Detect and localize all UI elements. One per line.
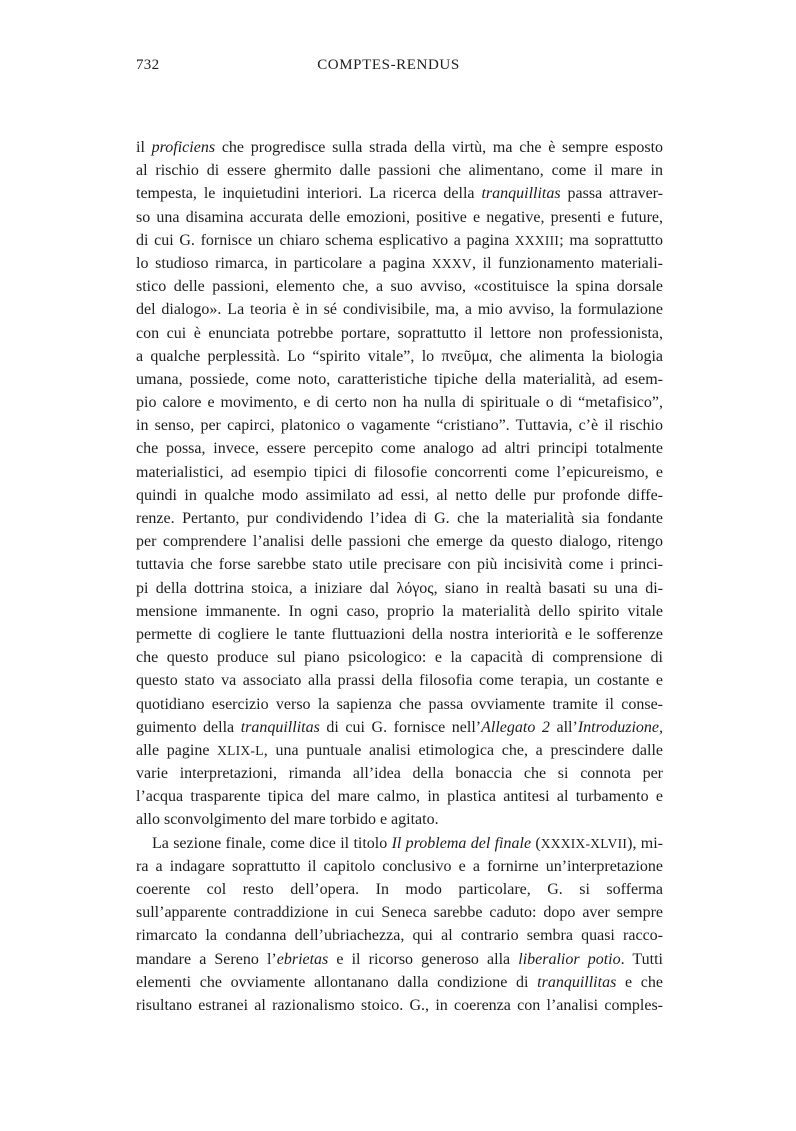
text-run: stico delle passioni, elemento che, a suo avviso, «costituisce la spina dorsale <box>136 278 663 296</box>
text-run: mensione immanente. In ogni caso, proprio la materialità dello spirito vitale <box>136 602 663 620</box>
italic-text: Allegato 2 <box>481 718 550 736</box>
page-number: 732 <box>136 57 160 73</box>
header-title: COMPTES-RENDUS <box>317 57 460 73</box>
italic-text: liberalior potio <box>518 950 621 968</box>
text-line <box>136 785 663 808</box>
text-run: ra a indagare soprattutto il capitolo conclusivo e a fornirne un’interpretazione <box>136 857 663 875</box>
text-line <box>136 553 663 576</box>
text-run: in senso, per capirci, platonico o vagamente “cristiano”. Tuttavia, c’è il rischio <box>136 417 663 435</box>
text-run: al rischio di essere ghermito dalle passioni che alimentano, come il mare in <box>136 162 663 180</box>
text-run: che possa, invece, essere percepito come analogo ad altri principi totalmente <box>136 440 663 458</box>
text-line <box>136 345 663 368</box>
text-run: pi della dottrina stoica, a iniziare dal λόγος, siano in realtà basati su una di- <box>136 579 663 597</box>
text-run: La sezione finale, come dice il titolo <box>152 834 392 852</box>
smallcaps-text: XLIX-L <box>217 742 264 758</box>
text-run: , il funzionamento materiali- <box>471 254 663 272</box>
text-line <box>136 206 663 229</box>
text-line <box>136 275 663 298</box>
text-line <box>136 994 663 1017</box>
text-run: alle pagine <box>136 741 218 759</box>
text-run: all’ <box>549 718 578 736</box>
text-line <box>136 322 663 345</box>
text-line <box>136 414 663 437</box>
italic-text: tranquillitas <box>537 973 617 991</box>
text-run: mandare a Sereno l’ <box>136 950 277 968</box>
text-line <box>136 484 663 507</box>
text-run: risultano estranei al razionalismo stoico. G., in coerenza con l’analisi comples- <box>136 996 663 1014</box>
text-line <box>136 368 663 391</box>
text-run: elementi che ovviamente allontanano dalla condizione di <box>136 973 538 991</box>
text-run: tuttavia che forse sarebbe stato utile precisare con più incisività come i princi- <box>136 556 663 574</box>
smallcaps-text: XXXV <box>431 255 472 271</box>
text-line <box>136 716 663 739</box>
italic-text: tranquillitas <box>240 718 320 736</box>
text-line <box>136 693 663 716</box>
text-run: varie interpretazioni, rimanda all’idea della bonaccia che si connota per <box>136 765 663 783</box>
text-line <box>136 229 663 252</box>
text-run: tempesta, le inquietudini interiori. La ricerca della <box>136 185 482 203</box>
text-line <box>136 252 663 275</box>
text-line <box>136 437 663 460</box>
text-line <box>136 577 663 600</box>
text-run: di cui G. fornisce nell’ <box>319 718 482 736</box>
italic-text: proficiens <box>151 139 216 156</box>
text-line <box>136 762 663 785</box>
text-run: guimento della <box>136 718 241 736</box>
text-line <box>136 530 663 553</box>
text-run: ), mi- <box>627 834 663 852</box>
smallcaps-text: XXXIX-XLVII <box>540 835 628 851</box>
text-run: ; ma soprattutto <box>559 231 663 249</box>
text-line <box>136 832 663 855</box>
text-run: allo sconvolgimento del mare torbido e agitato. <box>136 811 439 829</box>
text-line <box>136 808 663 831</box>
text-line <box>136 948 663 971</box>
text-line <box>136 182 663 205</box>
text-run: per comprendere l’analisi delle passioni che emerge da questo dialogo, ritengo <box>136 533 663 551</box>
italic-text: Introduzione, <box>577 718 663 736</box>
text-run: che progredisce sulla strada della virtù, ma che è sempre esposto <box>215 139 663 156</box>
text-line <box>136 159 663 182</box>
text-run: di cui G. fornisce un chiaro schema esplicativo a pagina <box>136 231 515 249</box>
text-line <box>136 623 663 646</box>
text-line <box>136 507 663 530</box>
smallcaps-text: XXXIII <box>514 232 560 248</box>
text-run: . Tutti <box>620 950 663 968</box>
text-line <box>136 298 663 321</box>
text-run: materialistici, ad esempio tipici di filosofie concorrenti come l’epicureismo, e <box>136 463 663 481</box>
text-line <box>136 739 663 762</box>
text-line <box>136 669 663 692</box>
text-run: renze. Pertanto, pur condividendo l’idea di G. che la materialità sia fondante <box>136 510 663 527</box>
text-line <box>136 971 663 994</box>
italic-text: tranquillitas <box>481 185 561 203</box>
text-run: rimarcato la condanna dell’ubriachezza, qui al contrario sembra quasi racco- <box>136 927 663 945</box>
text-line <box>136 391 663 414</box>
text-run: sull’apparente contraddizione in cui Seneca sarebbe caduto: dopo aver sempre <box>136 904 663 922</box>
text-run: ( <box>531 834 541 852</box>
text-block <box>136 136 663 1017</box>
text-line <box>136 646 663 669</box>
italic-text: ebrietas <box>276 950 329 968</box>
italic-text: Il problema del finale <box>391 834 532 852</box>
text-run: il <box>136 139 152 156</box>
text-line <box>136 901 663 924</box>
text-run: l’acqua trasparente tipica del mare calmo, in plastica antitesi al turbamento e <box>136 788 663 806</box>
text-run: a qualche perplessità. Lo “spirito vitale”, lo πνεῦμα, che alimenta la biologia <box>136 347 663 365</box>
text-run: del dialogo». La teoria è in sé condivisibile, ma, a mio avviso, la formulazione <box>136 301 663 319</box>
text-run: lo studioso rimarca, in particolare a pagina <box>136 254 432 272</box>
text-line <box>136 878 663 901</box>
text-run: questo stato va associato alla prassi della filosofia come terapia, un costante e <box>136 672 663 690</box>
text-run: passa attraver- <box>560 185 663 203</box>
text-run: umana, possiede, come noto, caratteristiche tipiche della materialità, ad esem- <box>136 370 663 388</box>
text-run: permette di cogliere le tante fluttuazioni della nostra interiorità e le sofferenze <box>136 625 663 643</box>
text-run: coerente col resto dell’opera. In modo particolare, G. si sofferma <box>136 881 663 898</box>
text-line <box>136 600 663 623</box>
text-run: quotidiano esercizio verso la sapienza che passa ovviamente tramite il conse- <box>136 695 663 713</box>
text-line <box>136 924 663 947</box>
text-run: quindi in qualche modo assimilato ad essi, al netto delle pur profonde diffe- <box>136 486 663 504</box>
text-line <box>136 461 663 484</box>
text-run: e il ricorso generoso alla <box>328 950 519 968</box>
text-run: con cui è enunciata potrebbe portare, soprattutto il lettore non professionista, <box>136 324 663 342</box>
text-run: pio calore e movimento, e di certo non ha nulla di spirituale o di “metafisico”, <box>136 394 663 412</box>
text-line <box>136 136 663 159</box>
text-line <box>136 855 663 878</box>
text-run: , una puntuale analisi etimologica che, a prescindere dalle <box>263 741 663 759</box>
running-header <box>136 57 663 77</box>
text-run: che questo produce sul piano psicologico: e la capacità di comprensione di <box>136 649 663 667</box>
text-run: so una disamina accurata delle emozioni, positive e negative, presenti e future, <box>136 208 663 226</box>
text-run: e che <box>616 973 663 991</box>
